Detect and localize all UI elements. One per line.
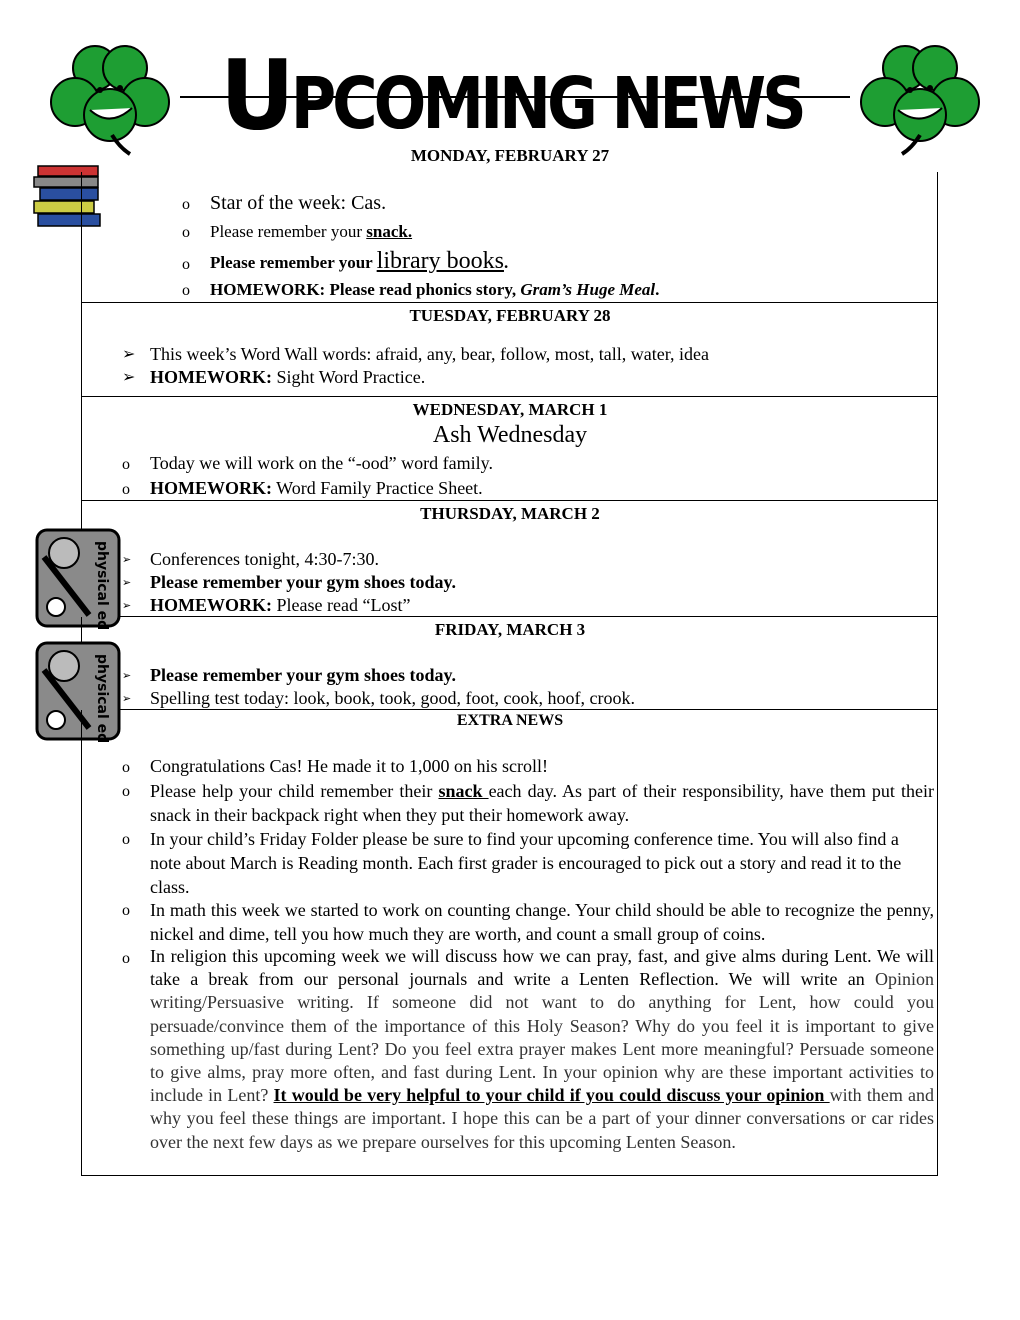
extra-item-religion: In religion this upcoming week we will discuss how we can pray, fast, and give alms during Lent. We will take a break from our personal journals and write a Lenten Reflection. We will write an Opinion writing/Persuasive writing. If someone did not want to do anything for Lent, how could you persuade/convince them of the importance of this Holy Season? Why do you feel it is important to give something up/fast during Lent? Do you feel extra prayer makes Lent more meaningful? Persuade someone to give alms, pray more often, and fast during Lent. In your opinion why are these important activities to include in Lent? It would be very helpful to your child if you could discuss your opinion with them and why you feel these things are important. I hope this can be a part of your dinner conversations or car rides over the next few days as we prepare ourselves for this upcoming Lenten Season.	[150, 946, 935, 1152]
thursday-item-conferences: Conferences tonight, 4:30-7:30.	[150, 549, 379, 569]
extra-item-folder: In your child’s Friday Folder please be sure to find your upcoming conference time. You will also find a note about March is Reading month. Each first grader is encouraged to pick out a story and read it to the class.	[150, 829, 902, 897]
monday-item-library: Please remember your library books.	[210, 248, 509, 274]
physical-ed-icon	[34, 640, 124, 748]
wednesday-item-ood: Today we will work on the “-ood” word family.	[150, 453, 493, 473]
monday-item-homework: HOMEWORK: Please read phonics story, Gram’s Huge Meal.	[210, 280, 660, 299]
friday-item-spelling: Spelling test today: look, book, took, good, foot, cook, hoof, crook.	[150, 688, 635, 708]
extra-item-math: In math this week we started to work on counting change. Your child should be able to recognize the penny, nickel and dime, tell you how much they are worth, and count a small group of coins.	[150, 900, 934, 944]
tuesday-heading: TUESDAY, FEBRUARY 28	[409, 306, 611, 325]
svg-text:physical ed: physical ed	[94, 541, 110, 631]
thursday-item-homework: HOMEWORK: Please read “Lost”	[150, 595, 411, 615]
extra-item-congrats: Congratulations Cas! He made it to 1,000 on his scroll!	[150, 756, 548, 776]
wednesday-item-homework: HOMEWORK: Word Family Practice Sheet.	[150, 478, 483, 498]
title-block	[180, 39, 850, 160]
physical-ed-icon	[34, 527, 124, 635]
wednesday-heading: WEDNESDAY, MARCH 1	[412, 400, 608, 419]
extra-news-heading: EXTRA NEWS	[456, 712, 564, 729]
shamrock-right-icon	[840, 30, 990, 160]
page-title: UPCOMING NEWS	[220, 39, 803, 152]
friday-item-gym: Please remember your gym shoes today.	[150, 665, 456, 685]
friday-heading: FRIDAY, MARCH 3	[434, 620, 586, 639]
thursday-heading: THURSDAY, MARCH 2	[420, 504, 600, 523]
shamrock-left-icon	[40, 30, 190, 160]
tuesday-item-wordwall: This week’s Word Wall words: afraid, any, bear, follow, most, tall, water, idea	[150, 344, 710, 364]
svg-text:physical ed: physical ed	[94, 654, 110, 744]
books-icon	[30, 162, 105, 232]
monday-item-snack: Please remember your snack.	[210, 222, 413, 241]
tuesday-item-homework: HOMEWORK: Sight Word Practice.	[150, 367, 426, 387]
ash-wednesday-subheading: Ash Wednesday	[432, 422, 588, 448]
thursday-item-gym: Please remember your gym shoes today.	[150, 572, 456, 592]
extra-item-snack: Please help your child remember their snack each day. As part of their responsibility, have them put their snack in their backpack right when they put their homework away.	[150, 781, 935, 825]
monday-item-star: Star of the week: Cas.	[210, 192, 387, 214]
monday-heading: MONDAY, FEBRUARY 27	[410, 146, 610, 165]
